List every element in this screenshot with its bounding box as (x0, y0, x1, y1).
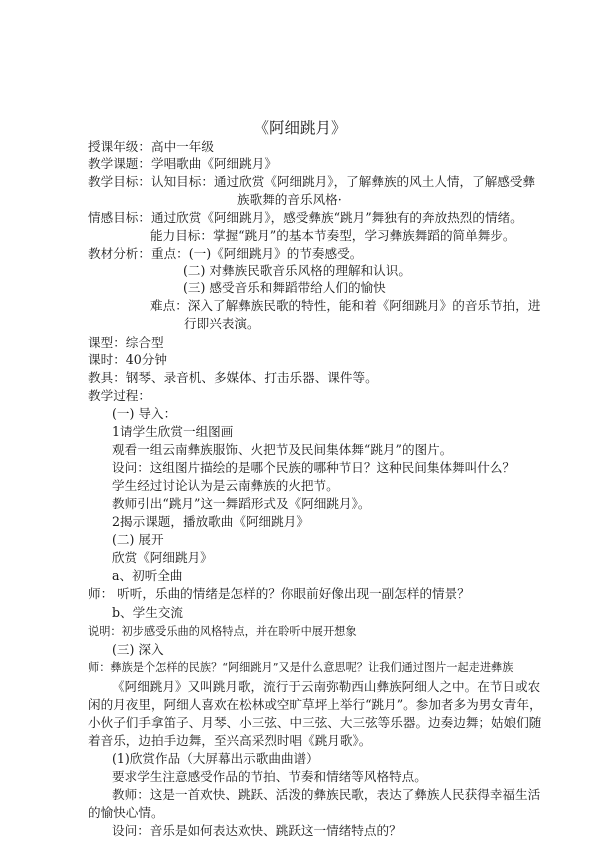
text-line: 情感目标：通过欣赏《阿细跳月》，感受彝族“跳月”舞独有的奔放热烈的情绪。 (88, 210, 523, 225)
text-line: (三) 感受音乐和舞蹈带给人们的愉快 (183, 280, 386, 295)
text-line: (一) 导入： (112, 406, 177, 421)
text-line: 要求学生注意感受作品的节拍、节奏和情绪等风格特点。 (112, 769, 427, 784)
text-line: 族歌舞的音乐风格· (237, 192, 342, 207)
text-line: 着音乐，边拍手边舞，至兴高采烈时唱《跳月歌》。 (88, 733, 372, 748)
text-line: 小伙子们手拿笛子、月琴、小三弦、中三弦、大三弦等乐器。边奏边舞；姑娘们随 (88, 715, 542, 730)
text-line: 师： 听听，乐曲的情绪是怎样的？你眼前好像出现一副怎样的情景？ (88, 586, 470, 601)
text-line: 设问：音乐是如何表达欢快、跳跃这一情绪特点的？ (112, 823, 402, 838)
text-line: 教师引出“跳月”这一舞蹈形式及《阿细跳月》。 (112, 496, 371, 511)
text-line: 学生经过讨论认为是云南彝族的火把节。 (112, 478, 339, 493)
text-line: 1请学生欣赏一组图画 (112, 424, 234, 439)
text-line: 2揭示课题，播放歌曲《阿细跳月》 (112, 514, 309, 529)
text-line: 课时：40分钟 (88, 352, 167, 367)
text-line: 能力目标：掌握“跳月”的基本节奏型，学习彝族舞蹈的简单舞步。 (150, 228, 516, 243)
text-line: 教学课题：学唱歌曲《阿细跳月》 (88, 156, 277, 171)
text-line: 难点：深入了解彝族民歌的特性，能和着《阿细跳月》的音乐节拍，进 (150, 298, 541, 313)
text-line: 设问：这组图片描绘的是哪个民族的哪种节日？这种民间集体舞叫什么？ (112, 460, 515, 475)
text-line: 教学目标：认知目标：通过欣赏《阿细跳月》，了解彝族的风土人情，了解感受彝 (88, 174, 536, 189)
text-line: (1)欣赏作品（大屏幕出示歌曲曲谱） (112, 751, 319, 766)
text-line: (二) 展开 (112, 532, 164, 547)
text-line: a、初听全曲 (112, 568, 183, 583)
text-line: 教具：钢琴、录音机、多媒体、打击乐器、课件等。 (88, 370, 378, 385)
text-line: 欣赏《阿细跳月》 (112, 550, 213, 565)
text-line: (二) 对彝族民歌音乐风格的理解和认识。 (183, 263, 411, 278)
text-line: 《阿细跳月》又叫跳月歌，流行于云南弥勒西山彝族阿细人之中。在节日或农 (112, 679, 541, 694)
text-line: 观看一组云南彝族服饰、火把节及民间集体舞“跳月”的图片。 (112, 442, 453, 457)
text-line: 的愉快心情。 (88, 805, 164, 820)
text-line: b、学生交流 (112, 605, 184, 620)
text-line: 课型：综合型 (88, 335, 164, 350)
page-title: 《阿细跳月》 (253, 119, 347, 137)
text-line: 教材分析：重点：(一)《阿细跳月》的节奏感受。 (88, 246, 363, 261)
text-line: 师：彝族是个怎样的民族？“阿细跳月”又是什么意思呢？让我们通过图片一起走进彝族 (88, 661, 514, 674)
text-line: 闲的月夜里，阿细人喜欢在松林或空旷草坪上举行“跳月”。参加者多为男女青年， (88, 697, 542, 712)
text-line: 授课年级：高中一年级 (88, 139, 214, 154)
text-line: (三) 深入 (112, 642, 164, 657)
text-line: 教师：这是一首欢快、跳跃、活泼的彝族民歌，表达了彝族人民获得幸福生活 (112, 787, 541, 802)
text-line: 教学过程： (88, 388, 151, 403)
text-line: 说明：初步感受乐曲的风格特点，并在聆听中展开想象 (88, 625, 357, 638)
text-line: 行即兴表演。 (184, 316, 260, 331)
